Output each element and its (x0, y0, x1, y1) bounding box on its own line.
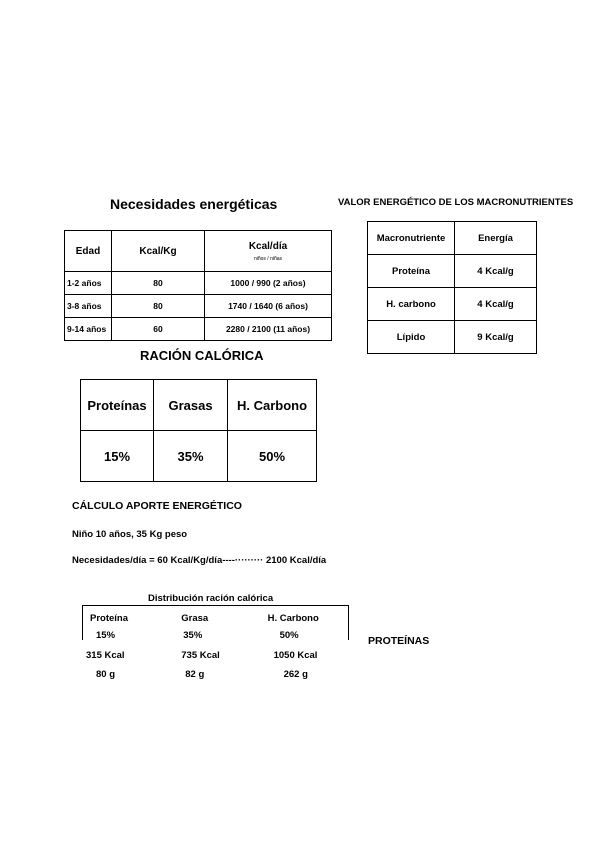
dist-header-carbs: H. Carbono (267, 613, 319, 624)
header-fats: Grasas (154, 380, 228, 431)
cell-kcal-day: 1740 / 1640 (6 años) (205, 295, 332, 318)
cell-age: 1-2 años (65, 272, 112, 295)
header-proteins: Proteínas (81, 380, 154, 431)
dist-grams-fat: 82 g (185, 669, 205, 680)
table-row (65, 272, 332, 295)
cell-energy: 4 Kcal/g (455, 288, 537, 321)
dist-grams-carbs: 262 g (283, 669, 308, 680)
cell-macronutrient: H. carbono (368, 288, 455, 321)
table-row (65, 318, 332, 341)
cell-energy: 4 Kcal/g (455, 255, 537, 288)
distribution-table (82, 610, 352, 683)
cell-kcal-day: 2280 / 2100 (11 años) (205, 318, 332, 341)
ration-title: RACIÓN CALÓRICA (140, 348, 264, 363)
macro-table (367, 221, 537, 354)
header-macronutrient: Macronutriente (368, 222, 455, 255)
dist-grams-protein: 80 g (96, 669, 116, 680)
ration-table (80, 379, 317, 482)
distribution-title: Distribución ración calórica (148, 593, 274, 604)
dist-header-fat: Grasa (181, 613, 209, 624)
table-row (65, 295, 332, 318)
cell-age: 9-14 años (65, 318, 112, 341)
cell-age: 3-8 años (65, 295, 112, 318)
dist-percent-fat: 35% (183, 630, 203, 641)
calc-title: CÁLCULO APORTE ENERGÉTICO (72, 500, 242, 512)
dist-percent-protein: 15% (96, 630, 116, 641)
cell-energy: 9 Kcal/g (455, 321, 537, 354)
dist-percent-carbs: 50% (279, 630, 299, 641)
table-row (368, 321, 537, 354)
dist-header-protein: Proteína (90, 613, 129, 624)
needs-title: Necesidades energéticas (110, 196, 278, 212)
cell-kcal-kg: 80 (112, 295, 205, 318)
header-age: Edad (65, 231, 112, 272)
value-proteins: 15% (81, 431, 154, 482)
dist-kcal-carbs: 1050 Kcal (273, 649, 318, 661)
header-energy: Energía (455, 222, 537, 255)
header-kcal-day (205, 231, 332, 272)
table-row (368, 255, 537, 288)
dist-kcal-fat: 735 Kcal (181, 649, 220, 661)
value-carbs: 50% (228, 431, 317, 482)
value-fats: 35% (154, 431, 228, 482)
header-kcal-day-label: Kcal/día (248, 240, 288, 252)
header-carbs: H. Carbono (228, 380, 317, 431)
cell-kcal-kg: 80 (112, 272, 205, 295)
calc-subject: Niño 10 años, 35 Kg peso (72, 529, 188, 540)
dist-kcal-protein: 315 Kcal (86, 649, 125, 661)
macro-title: VALOR ENERGÉTICO DE LOS MACRONUTRIENTES (338, 197, 574, 208)
proteinas-label: PROTEÍNAS (368, 635, 430, 647)
cell-macronutrient: Lípido (368, 321, 455, 354)
cell-macronutrient: Proteína (368, 255, 455, 288)
calc-needs: Necesidades/día = 60 Kcal/Kg/día----········· 2100 Kcal/día (72, 555, 327, 566)
needs-table (64, 230, 332, 341)
header-kcal-kg: Kcal/Kg (112, 231, 205, 272)
header-kcal-day-sub: niños / niñas (253, 255, 283, 262)
cell-kcal-kg: 60 (112, 318, 205, 341)
table-row (368, 288, 537, 321)
cell-kcal-day: 1000 / 990 (2 años) (205, 272, 332, 295)
